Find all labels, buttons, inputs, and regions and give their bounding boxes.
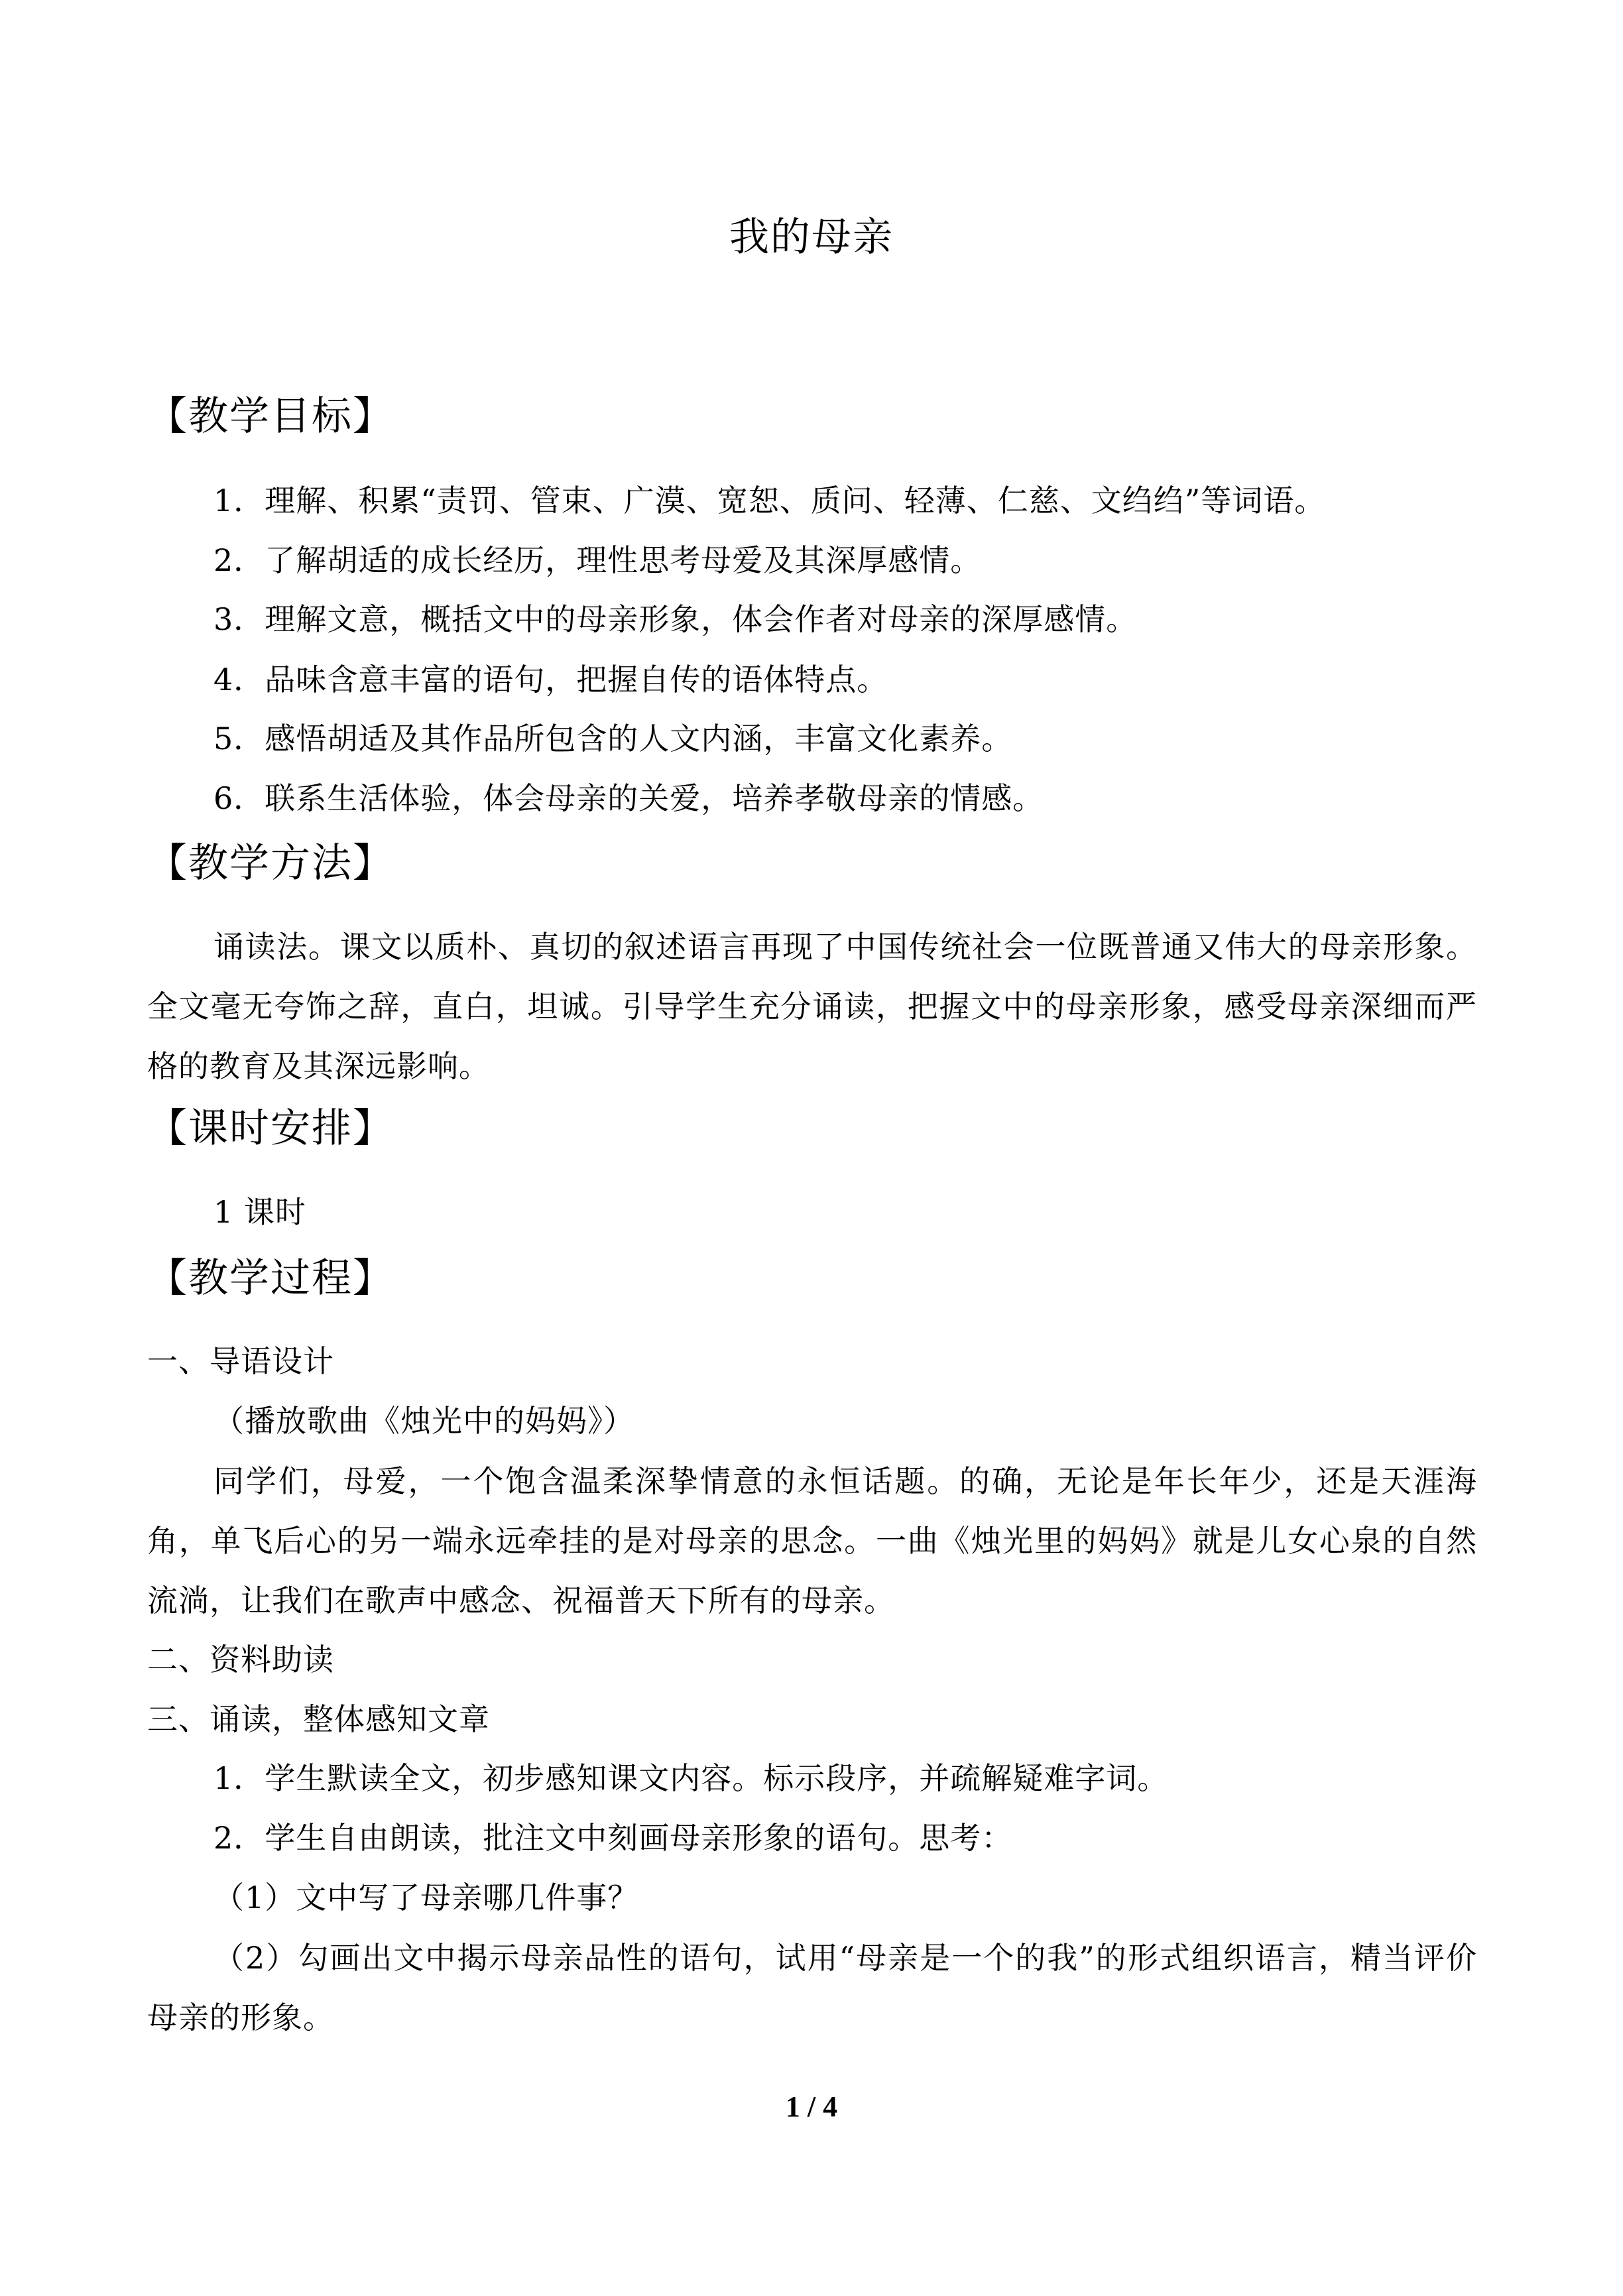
methods-paragraph: 诵读法。课文以质朴、真切的叙述语言再现了中国传统社会一位既普通又伟大的母亲形象。全文毫无夸饰之辞，直白，坦诚。引导学生充分诵读，把握文中的母亲形象，感受母亲深细而严格的教育及其深远影响。 [147, 929, 1477, 1084]
process-part3-question-1: （1）文中写了母亲哪几件事？ [213, 1880, 639, 1915]
process-part3-title: 三、诵读，整体感知文章 [147, 1701, 490, 1737]
heading-teaching-process: 【教学过程】 [147, 1255, 394, 1301]
process-part1-note: （播放歌曲《烛光中的妈妈》） [213, 1403, 634, 1439]
heading-teaching-goals: 【教学目标】 [147, 393, 394, 440]
goal-item-5: 5．感悟胡适及其作品所包含的人文内涵，丰富文化素养。 [213, 721, 1013, 756]
process-part3-question-2: （2）勾画出文中揭示母亲品性的语句，试用“母亲是一个的我”的形式组织语言，精当评价母亲的形象。 [147, 1940, 1477, 2035]
schedule-text: 1 课时 [213, 1194, 306, 1230]
process-part3-item-1: 1．学生默读全文，初步感知课文内容。标示段序，并疏解疑难字词。 [213, 1760, 1169, 1796]
process-part3-item-2: 2．学生自由朗读，批注文中刻画母亲形象的语句。思考： [213, 1820, 1013, 1856]
goal-item-1: 1．理解、积累“责罚、管束、广漠、宽恕、质问、轻薄、仁慈、文绉绉”等词语。 [213, 483, 1326, 518]
goal-item-4: 4．品味含意丰富的语句，把握自传的语体特点。 [213, 662, 888, 697]
process-part2-title: 二、资料助读 [147, 1642, 334, 1677]
process-part1-paragraph: 同学们，母爱，一个饱含温柔深挚情意的永恒话题。的确，无论是年长年少，还是天涯海角，单飞后心的另一端永远牵挂的是对母亲的思念。一曲《烛光里的妈妈》就是儿女心泉的自然流淌，让我们在歌声中感念、祝福普天下所有的母亲。 [147, 1463, 1477, 1618]
heading-teaching-methods: 【教学方法】 [147, 840, 394, 886]
page-title: 我的母亲 [729, 214, 894, 261]
goal-item-2: 2．了解胡适的成长经历，理性思考母爱及其深厚感情。 [213, 542, 982, 578]
process-part1-title: 一、导语设计 [147, 1343, 334, 1379]
goal-item-6: 6．联系生活体验，体会母亲的关爱，培养孝敬母亲的情感。 [213, 780, 1044, 816]
heading-class-schedule: 【课时安排】 [147, 1105, 394, 1152]
page-number: 1 / 4 [785, 2090, 838, 2123]
goal-item-3: 3．理解文意，概括文中的母亲形象，体会作者对母亲的深厚感情。 [213, 601, 1138, 637]
